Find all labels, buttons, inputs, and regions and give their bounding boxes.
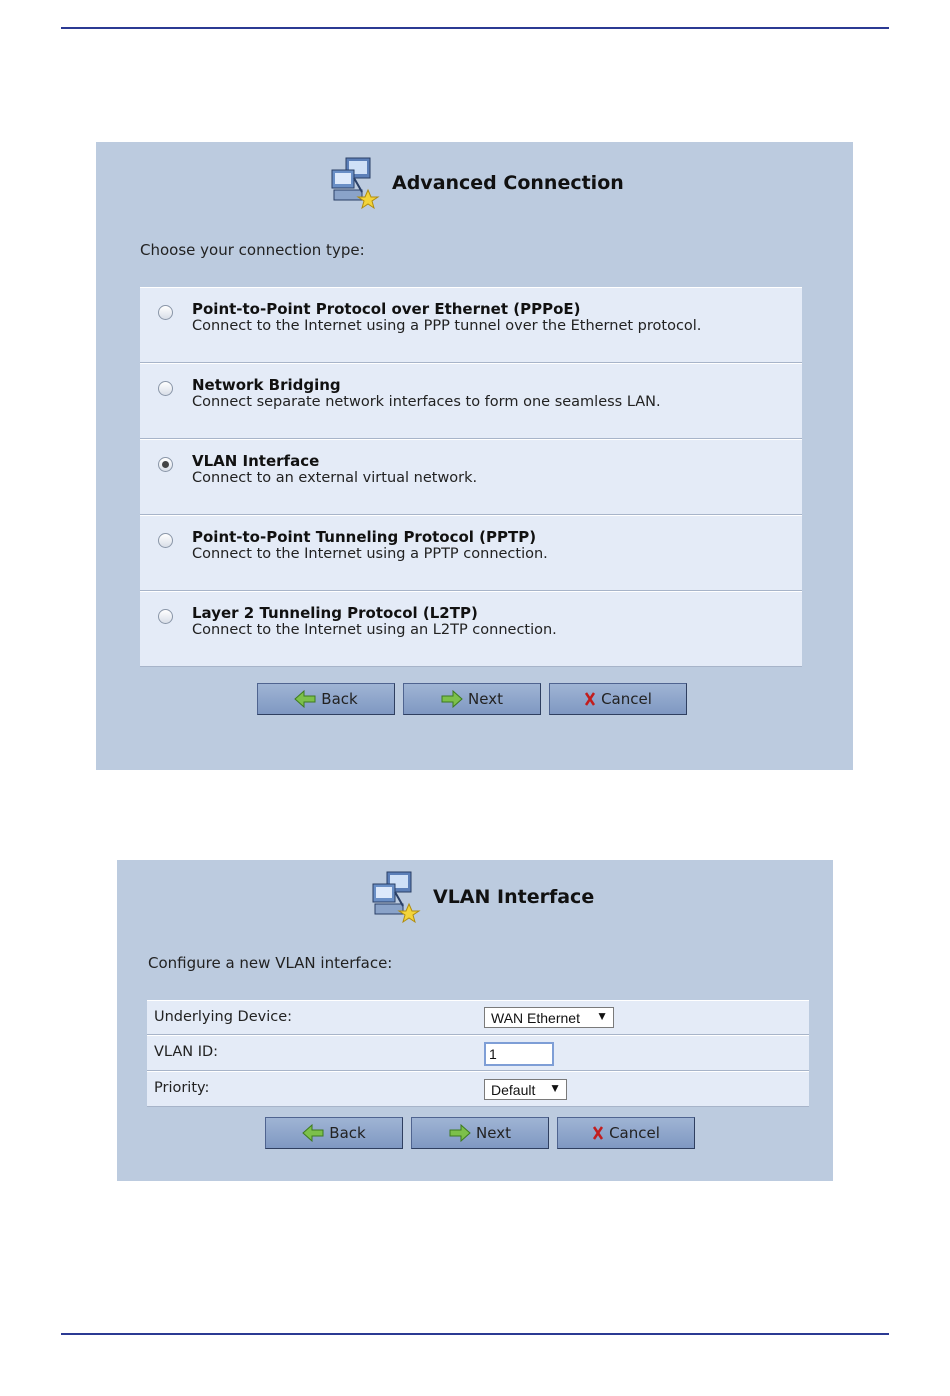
radio-pptp[interactable] (158, 533, 173, 548)
back-button[interactable] (257, 683, 395, 715)
back-label: Back (329, 1124, 366, 1142)
vlan-form (147, 1000, 809, 1107)
top-rule (61, 27, 889, 29)
connection-type-prompt: Choose your connection type: (140, 241, 365, 259)
option-title: Network Bridging (192, 376, 341, 394)
option-vlan-interface[interactable] (140, 439, 802, 515)
option-pppoe[interactable] (140, 287, 802, 363)
priority-select[interactable] (484, 1079, 567, 1100)
vlan-id-label: VLAN ID: (154, 1044, 219, 1060)
back-label: Back (321, 690, 358, 708)
option-description: Connect to the Internet using a PPP tunnel over the Ethernet protocol. (192, 318, 702, 334)
option-title: Point-to-Point Protocol over Ethernet (PPPoE) (192, 300, 581, 318)
back-button[interactable] (265, 1117, 403, 1149)
back-arrow-icon (294, 690, 316, 708)
network-computers-icon (324, 152, 384, 214)
cancel-x-icon (584, 692, 596, 706)
option-pptp[interactable] (140, 515, 802, 591)
option-description: Connect to the Internet using an L2TP connection. (192, 622, 557, 638)
vlan-id-input[interactable] (484, 1042, 554, 1066)
cancel-label: Cancel (609, 1124, 660, 1142)
next-arrow-icon (449, 1124, 471, 1142)
option-title: Layer 2 Tunneling Protocol (L2TP) (192, 604, 478, 622)
page-title: Advanced Connection (392, 172, 624, 194)
priority-row (147, 1071, 809, 1107)
next-button[interactable] (403, 683, 541, 715)
radio-network-bridging[interactable] (158, 381, 173, 396)
next-arrow-icon (441, 690, 463, 708)
wizard-buttons (257, 683, 687, 715)
panel-header (365, 866, 594, 928)
radio-l2tp[interactable] (158, 609, 173, 624)
cancel-x-icon (592, 1126, 604, 1140)
option-title: Point-to-Point Tunneling Protocol (PPTP) (192, 528, 537, 546)
option-l2tp[interactable] (140, 591, 802, 667)
dropdown-arrow-icon: ▼ (596, 1009, 608, 1023)
vlan-id-row (147, 1035, 809, 1071)
panel-header (324, 152, 624, 214)
back-arrow-icon (302, 1124, 324, 1142)
next-button[interactable] (411, 1117, 549, 1149)
dropdown-arrow-icon: ▼ (549, 1081, 561, 1095)
underlying-device-label: Underlying Device: (154, 1009, 293, 1025)
priority-value: Default (491, 1081, 536, 1098)
vlan-prompt: Configure a new VLAN interface: (148, 954, 393, 972)
cancel-button[interactable] (549, 683, 687, 715)
next-label: Next (468, 690, 503, 708)
bottom-rule (61, 1333, 889, 1335)
next-label: Next (476, 1124, 511, 1142)
advanced-connection-panel (96, 142, 853, 770)
cancel-label: Cancel (601, 690, 652, 708)
vlan-interface-panel (117, 860, 833, 1181)
page-title: VLAN Interface (433, 886, 595, 908)
wizard-buttons (265, 1117, 695, 1149)
underlying-device-value: WAN Ethernet (491, 1009, 580, 1026)
underlying-device-row (147, 1000, 809, 1035)
network-computers-icon (365, 866, 425, 928)
option-description: Connect to an external virtual network. (192, 470, 478, 486)
option-description: Connect to the Internet using a PPTP connection. (192, 546, 548, 562)
radio-pppoe[interactable] (158, 305, 173, 320)
radio-vlan-interface[interactable] (158, 457, 173, 472)
cancel-button[interactable] (557, 1117, 695, 1149)
option-description: Connect separate network interfaces to form one seamless LAN. (192, 394, 661, 410)
option-title: VLAN Interface (192, 452, 320, 470)
underlying-device-select[interactable] (484, 1007, 614, 1028)
option-network-bridging[interactable] (140, 363, 802, 439)
connection-type-list (140, 287, 802, 667)
priority-label: Priority: (154, 1080, 210, 1096)
